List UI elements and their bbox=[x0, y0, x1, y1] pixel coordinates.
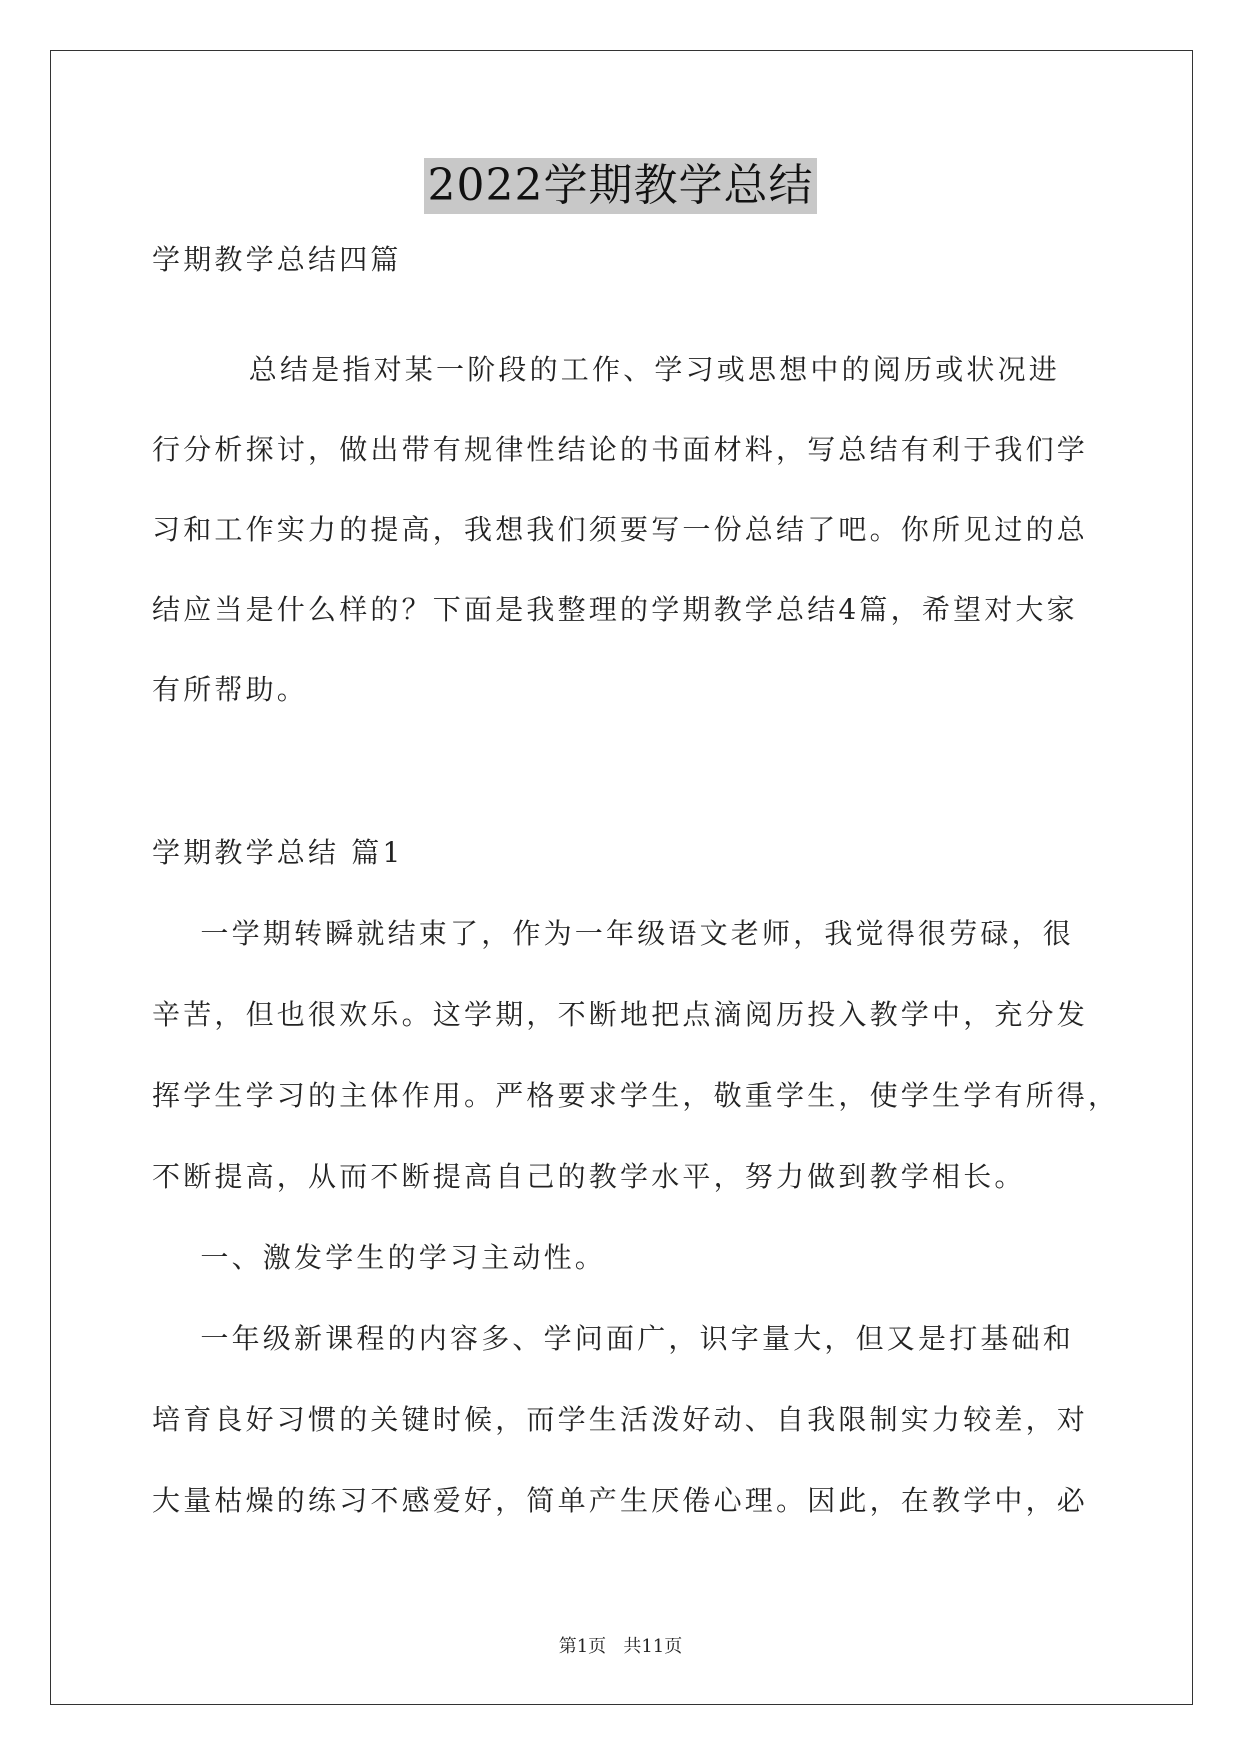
text-line: 一年级新课程的内容多、学问面广，识字量大，但又是打基础和 bbox=[152, 1322, 1075, 1355]
page-number-footer: 第1页 共11页 bbox=[558, 1636, 683, 1657]
text-line: 行分析探讨，做出带有规律性结论的书面材料，写总结有利于我们学 bbox=[152, 433, 1089, 466]
text-line: 辛苦，但也很欢乐。这学期，不断地把点滴阅历投入教学中，充分发 bbox=[152, 998, 1089, 1031]
text-line: 结应当是什么样的？下面是我整理的学期教学总结4篇，希望对大家 bbox=[152, 593, 1078, 626]
text-line: 大量枯燥的练习不感爱好，简单产生厌倦心理。因此，在教学中，必 bbox=[152, 1484, 1089, 1517]
text-line: 有所帮助。 bbox=[152, 673, 309, 706]
text-line: 总结是指对某一阶段的工作、学习或思想中的阅历或状况进 bbox=[152, 353, 1061, 386]
document-title: 2022学期教学总结 bbox=[424, 158, 818, 214]
title-wrap bbox=[0, 158, 1241, 214]
text-line: 培育良好习惯的关键时候，而学生活泼好动、自我限制实力较差，对 bbox=[152, 1403, 1089, 1436]
text-line: 不断提高，从而不断提高自己的教学水平，努力做到教学相长。 bbox=[152, 1160, 1026, 1193]
text-line: 一学期转瞬就结束了，作为一年级语文老师，我觉得很劳碌，很 bbox=[152, 917, 1075, 950]
text-line: 习和工作实力的提高，我想我们须要写一份总结了吧。你所见过的总 bbox=[152, 513, 1089, 546]
text-line: 一、激发学生的学习主动性。 bbox=[152, 1241, 607, 1274]
page-border bbox=[50, 50, 1193, 1705]
text-line: 学期教学总结四篇 bbox=[152, 243, 402, 276]
text-line: 挥学生学习的主体作用。严格要求学生，敬重学生，使学生学有所得， bbox=[152, 1079, 1120, 1112]
section-heading: 学期教学总结 篇1 bbox=[152, 836, 404, 869]
